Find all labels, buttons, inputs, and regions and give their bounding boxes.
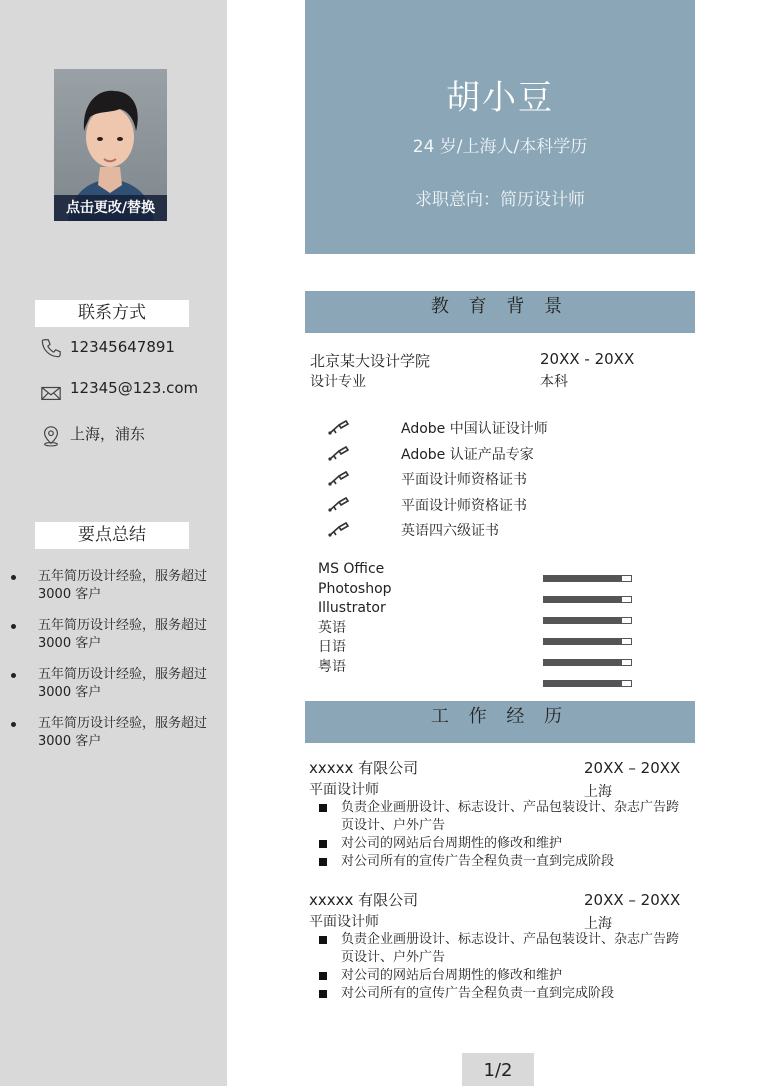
certificate-item (326, 520, 499, 539)
skill-level-bar (543, 638, 632, 645)
job-title: 平面设计师 (309, 782, 379, 798)
phone-icon (40, 337, 62, 359)
skill-level-bar (543, 617, 632, 624)
skill-name: 粤语 (318, 658, 346, 675)
summary-item: 五年简历设计经验，服务超过 3000 客户 (10, 715, 210, 751)
summary-item: 五年简历设计经验，服务超过 3000 客户 (10, 617, 210, 653)
contact-location (40, 423, 145, 447)
certificate-item (326, 444, 534, 463)
job-title: 平面设计师 (309, 914, 379, 930)
location-icon (40, 425, 62, 447)
skill-name: Illustrator (318, 600, 386, 616)
job-location: 上海 (584, 784, 612, 800)
company-name: xxxxx 有限公司 (309, 759, 419, 777)
photo-caption[interactable]: 点击更改/替换 (54, 195, 167, 221)
certificate-icon (326, 444, 350, 462)
skill-level-bar (543, 659, 632, 666)
work-heading: 工 作 经 历 (305, 701, 695, 743)
summary-item: 五年简历设计经验，服务超过 3000 客户 (10, 666, 210, 702)
summary-item: 五年简历设计经验，服务超过 3000 客户 (10, 568, 210, 604)
certificate-name: 平面设计师资格证书 (401, 497, 527, 514)
education-heading: 教 育 背 景 (305, 291, 695, 333)
job-location: 上海 (584, 916, 612, 932)
contact-phone (40, 338, 175, 359)
duty-list (313, 931, 683, 1003)
duty-item: 对公司所有的宣传广告全程负责一直到完成阶段 (313, 985, 683, 1003)
education-period: 20XX - 20XX (540, 350, 635, 368)
job-period: 20XX – 20XX (584, 759, 681, 777)
contact-email (40, 379, 198, 404)
profile-photo[interactable] (54, 69, 167, 221)
job-period: 20XX – 20XX (584, 891, 681, 909)
certificate-name: Adobe 认证产品专家 (401, 446, 534, 463)
certificate-name: 平面设计师资格证书 (401, 472, 527, 488)
job-intent: 求职意向：简历设计师 (415, 190, 585, 210)
sidebar (0, 0, 227, 1086)
skill-level-bar (543, 575, 632, 582)
certificate-icon (326, 469, 350, 487)
skill-level-bar (543, 680, 632, 687)
duty-item: 对公司所有的宣传广告全程负责一直到完成阶段 (313, 853, 683, 871)
duty-item: 负责企业画册设计、标志设计、产品包装设计、杂志广告跨页设计、户外广告 (313, 799, 683, 835)
degree: 本科 (540, 374, 568, 390)
skill-name: Photoshop (318, 580, 392, 597)
location-text: 上海，浦东 (70, 425, 146, 443)
certificate-icon (326, 520, 350, 538)
certificate-icon (326, 495, 350, 513)
skill-name: MS Office (318, 561, 385, 577)
certificate-icon (326, 418, 350, 436)
skill-level-bar (543, 596, 632, 603)
candidate-name: 胡小豆 (446, 78, 554, 118)
skill-name: 英语 (318, 619, 346, 636)
school-name: 北京某大设计学院 (310, 352, 431, 370)
major-name: 设计专业 (310, 374, 366, 390)
page-indicator[interactable]: 1/2 (462, 1053, 534, 1086)
duty-item: 对公司的网站后台周期性的修改和维护 (313, 967, 683, 985)
phone-number: 12345647891 (70, 338, 175, 356)
summary-list (10, 568, 210, 764)
resume-header (305, 0, 695, 254)
duty-item: 对公司的网站后台周期性的修改和维护 (313, 835, 683, 853)
candidate-info: 24 岁/上海人/本科学历 (412, 137, 588, 157)
certificate-name: Adobe 中国认证设计师 (401, 421, 548, 437)
skill-name: 日语 (318, 639, 346, 655)
duty-list (313, 799, 683, 871)
duty-item: 负责企业画册设计、标志设计、产品包装设计、杂志广告跨页设计、户外广告 (313, 931, 683, 967)
certificate-item (326, 495, 527, 514)
company-name: xxxxx 有限公司 (309, 891, 419, 909)
certificate-item (326, 418, 548, 437)
certificate-item (326, 469, 527, 488)
certificate-name: 英语四六级证书 (401, 523, 499, 539)
contact-heading: 联系方式 (35, 300, 189, 327)
email-address: 12345@123.com (70, 379, 199, 397)
skill-list (318, 560, 392, 677)
mail-icon (40, 382, 62, 404)
summary-heading: 要点总结 (35, 522, 189, 549)
